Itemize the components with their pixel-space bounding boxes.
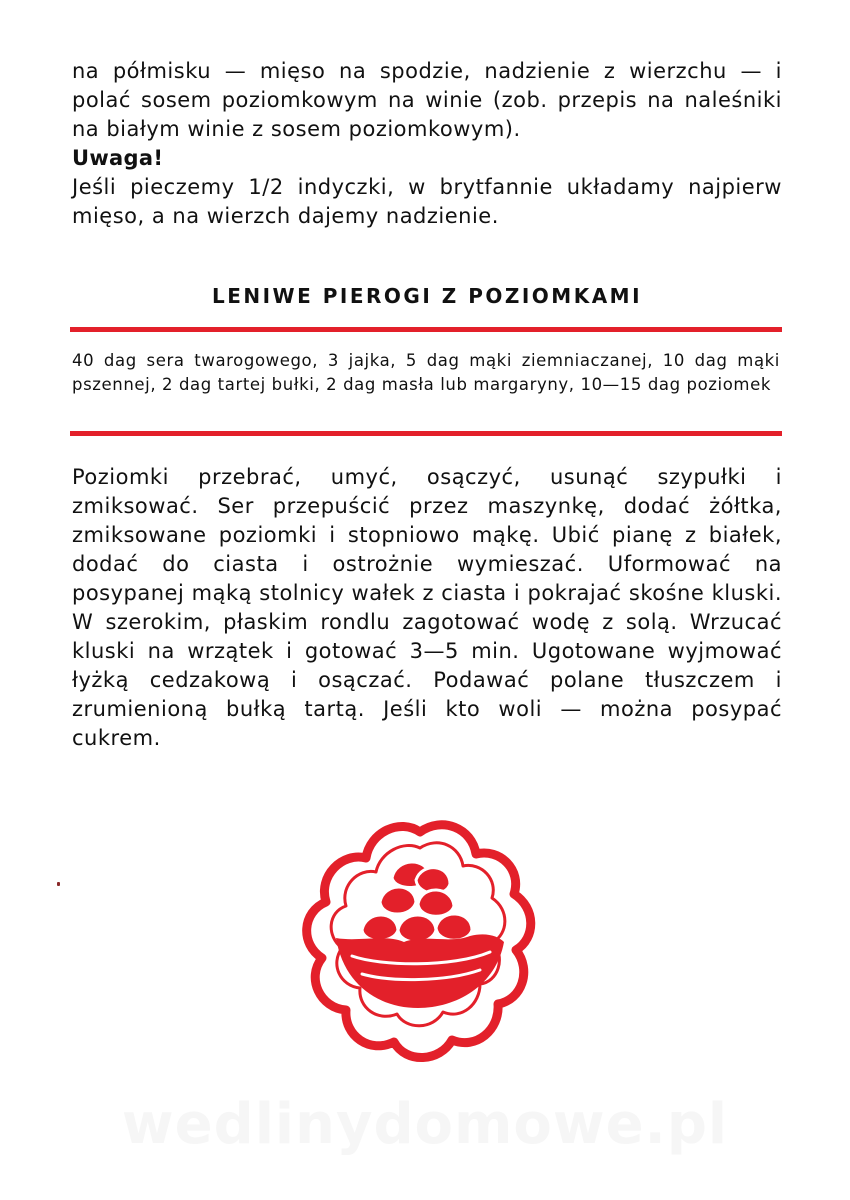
method-section — [72, 463, 782, 753]
note-heading: Uwaga! — [72, 146, 164, 170]
intro-paragraph: na półmisku — mięso na spodzie, nadzienie z wierzchu — i polać sosem poziomkowym na winie (zob. przepis na naleśniki na białym winie z sosem poziomkowym). — [72, 59, 782, 141]
watermark-text: wedlinydomowe.pl — [121, 1092, 729, 1157]
recipe-title: LENIWE PIEROGI Z POZIOMKAMI — [211, 284, 643, 308]
ingredients-list: 40 dag sera twarogowego, 3 jajka, 5 dag mąki ziemniaczanej, 10 dag mąki pszennej, 2 dag tartej bułki, 2 dag masła lub margaryny, 10—15 dag poziomek — [72, 351, 780, 394]
dumplings-bowl-emblem-icon — [300, 818, 540, 1068]
ingredients-top-rule — [70, 327, 782, 332]
ingredients-bottom-rule — [70, 431, 782, 436]
intro-section — [72, 57, 782, 231]
print-speck — [57, 882, 60, 886]
note-paragraph: Jeśli pieczemy 1/2 indyczki, w brytfannie układamy najpierw mięso, a na wierzch dajemy nadzienie. — [72, 175, 782, 228]
method-paragraph: Poziomki przebrać, umyć, osączyć, usunąć szypułki i zmiksować. Ser przepuścić przez maszynkę, dodać żółtka, zmiksowane poziomki i stopniowo mąkę. Ubić pianę z białek, dodać do ciasta i ostrożnie wymieszać. Uformować na posypanej mąką stolnicy wałek z ciasta i pokrajać skośne kluski. W szerokim, płaskim rondlu zagotować wodę z solą. Wrzucać kluski na wrzątek i gotować 3—5 min. Ugotowane wyjmować łyżką cedzakową i osączać. Podawać polane tłuszczem i zrumienioną bułką tartą. Jeśli kto woli — można posypać cukrem. — [72, 465, 782, 750]
